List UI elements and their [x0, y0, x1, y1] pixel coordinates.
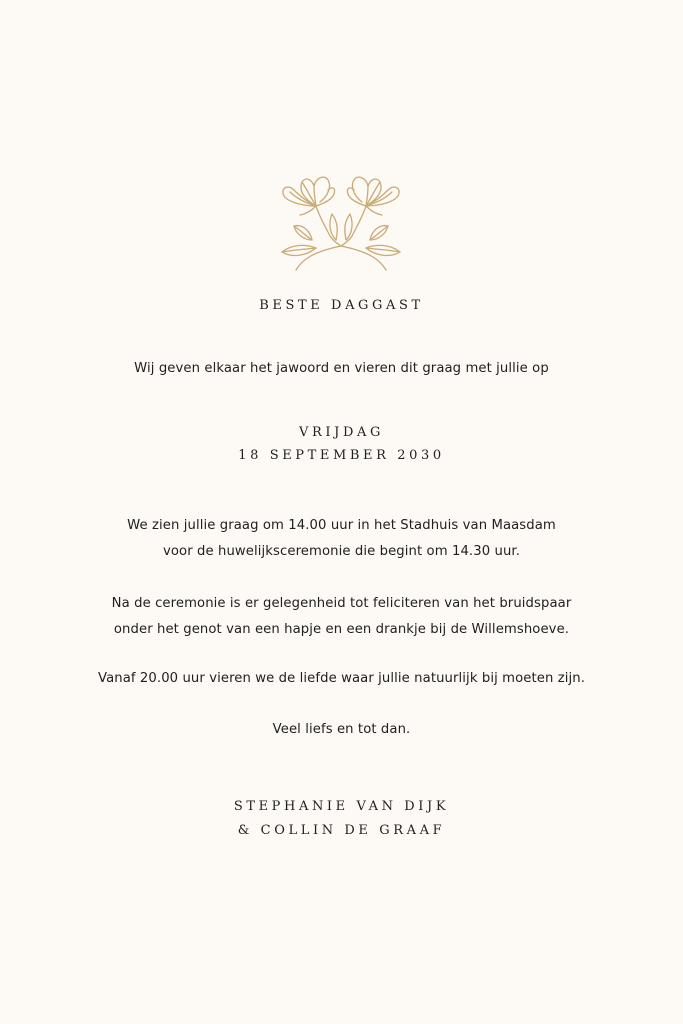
reception-line-2: onder het genot van een hapje en een drankje bij de Willemshoeve. [113, 622, 570, 637]
ceremony-line-2: voor de huwelijksceremonie die begint om 14.30 uur. [162, 544, 521, 559]
signature-name-2: & COLLIN DE GRAAF [237, 823, 446, 838]
closing-line: Veel liefs en tot dan. [272, 722, 411, 737]
intro-text: Wij geven elkaar het jawoord en vieren dit graag met jullie op [134, 361, 549, 376]
greeting-heading: BESTE DAGGAST [259, 298, 424, 313]
ceremony-line-1: We zien jullie graag om 14.00 uur in het Stadhuis van Maasdam [127, 518, 556, 533]
event-date: 18 SEPTEMBER 2030 [238, 448, 445, 463]
reception-line-1: Na de ceremonie is er gelegenheid tot feliciteren van het bruidspaar [111, 596, 572, 611]
signature-name-1: STEPHANIE VAN DIJK [233, 799, 450, 814]
event-day: VRIJDAG [299, 425, 384, 440]
party-line: Vanaf 20.00 uur vieren we de liefde waar jullie natuurlijk bij moeten zijn. [97, 671, 586, 686]
floral-ornament-icon [276, 170, 406, 274]
